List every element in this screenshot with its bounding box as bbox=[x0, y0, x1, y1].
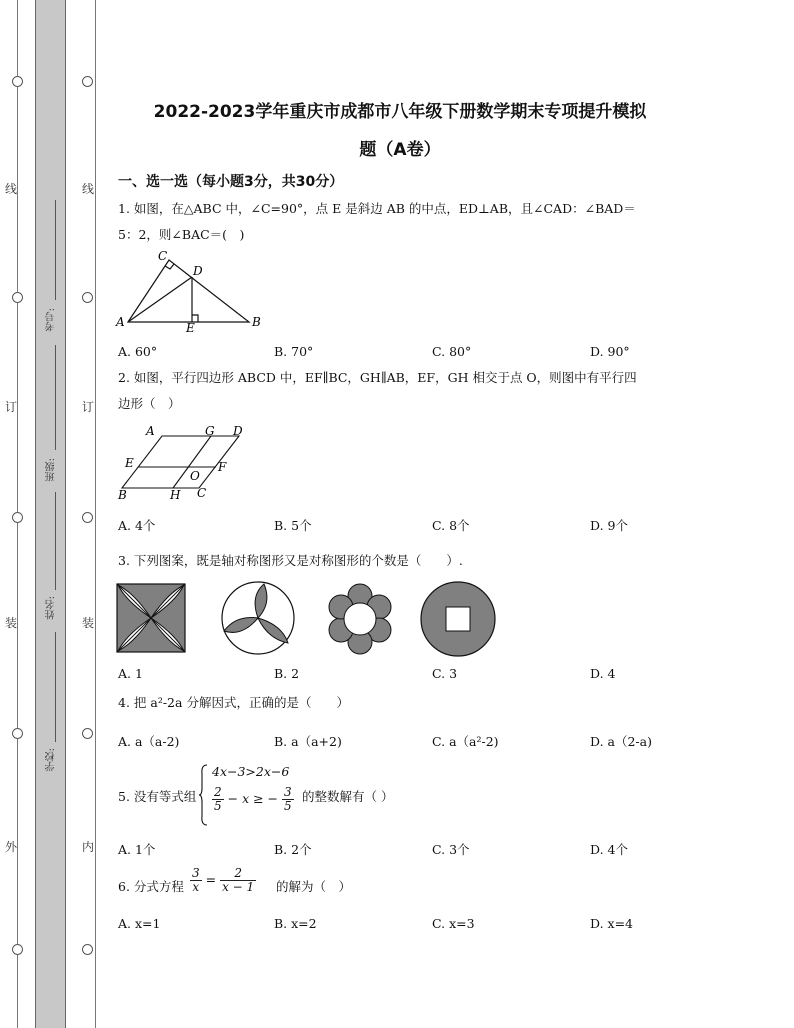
q5-option-c: C. 3个 bbox=[432, 842, 470, 857]
q4-option-d: D. a（2-a) bbox=[590, 734, 652, 749]
fig-label: C bbox=[158, 249, 168, 263]
q3-option-b: B. 2 bbox=[274, 666, 300, 681]
field-line bbox=[55, 632, 56, 742]
pattern-flower bbox=[322, 581, 398, 657]
binding-hole bbox=[82, 292, 93, 303]
q1-option-b: B. 70° bbox=[274, 344, 314, 359]
cut-char: 装 bbox=[82, 616, 95, 630]
field-line bbox=[55, 492, 56, 590]
margin-inner-line bbox=[95, 0, 96, 1028]
field-school: 学校: bbox=[46, 748, 57, 772]
binding-hole bbox=[12, 76, 23, 87]
pattern-three-blade bbox=[220, 581, 298, 657]
binding-hole bbox=[12, 292, 23, 303]
question-1-line1: 1. 如图，在△ABC 中，∠C=90°，点 E 是斜边 AB 的中点，ED⊥AB，且∠CAD：∠BAD＝ bbox=[118, 201, 636, 216]
fig-label: H bbox=[170, 488, 181, 502]
pattern-coin bbox=[419, 580, 497, 658]
binding-hole bbox=[82, 76, 93, 87]
fig-label: B bbox=[252, 315, 261, 329]
field-line bbox=[55, 345, 56, 450]
cut-char: 线 bbox=[5, 182, 18, 196]
q6-option-d: D. x=4 bbox=[590, 916, 633, 931]
fig-label: E bbox=[186, 321, 195, 334]
field-class: 班级: bbox=[46, 458, 57, 482]
q5-ineq2: $\frac{2}{5}$ − x ≥ − $\frac{3}{5}$ bbox=[214, 785, 292, 813]
cut-char: 订 bbox=[5, 400, 18, 414]
field-exam-number: 考号: bbox=[46, 308, 57, 332]
pattern-four-petal bbox=[116, 583, 188, 655]
binding-hole bbox=[82, 512, 93, 523]
q4-option-c: C. a（a²-2) bbox=[432, 734, 499, 749]
q6-option-b: B. x=2 bbox=[274, 916, 317, 931]
binding-hole bbox=[82, 944, 93, 955]
q1-option-a: A. 60° bbox=[118, 344, 158, 359]
q4-option-b: B. a（a+2) bbox=[274, 734, 342, 749]
fig-label: D bbox=[193, 264, 203, 278]
q6-equation: $\frac{3}{x}$ = $\frac{2}{x - 1}$ bbox=[192, 866, 255, 894]
q3-option-d: D. 4 bbox=[590, 666, 616, 681]
binding-hole bbox=[12, 512, 23, 523]
fig-label: G bbox=[205, 424, 215, 438]
cut-char: 外 bbox=[5, 840, 18, 854]
fig-label: A bbox=[146, 424, 155, 438]
q2-option-a: A. 4个 bbox=[118, 518, 156, 533]
question-2-line2: 边形（ ） bbox=[118, 396, 181, 411]
q1-option-d: D. 90° bbox=[590, 344, 630, 359]
q6-option-c: C. x=3 bbox=[432, 916, 475, 931]
fig-label: A bbox=[116, 315, 125, 329]
q5-suffix: 的整数解有（ ） bbox=[302, 789, 394, 804]
fig-label: B bbox=[118, 488, 127, 502]
q6-option-a: A. x=1 bbox=[118, 916, 161, 931]
field-line bbox=[55, 200, 56, 300]
cut-char: 订 bbox=[82, 400, 95, 414]
q5-option-b: B. 2个 bbox=[274, 842, 312, 857]
question-1-figure bbox=[114, 248, 274, 334]
question-1-line2: 5：2，则∠BAC＝( ) bbox=[118, 227, 245, 242]
question-3: 3. 下列图案，既是轴对称图形又是对称图形的个数是（ ）. bbox=[118, 553, 463, 568]
q6-suffix: 的解为（ ） bbox=[276, 879, 352, 894]
fig-label: E bbox=[125, 456, 134, 470]
q5-ineq1: 4x−3>2x−6 bbox=[212, 764, 290, 779]
cut-char: 装 bbox=[5, 616, 18, 630]
q3-option-a: A. 1 bbox=[118, 666, 143, 681]
binding-hole bbox=[82, 728, 93, 739]
cut-char: 线 bbox=[82, 182, 95, 196]
question-4: 4. 把 a²-2a 分解因式，正确的是（ ） bbox=[118, 695, 349, 710]
question-2-line1: 2. 如图，平行四边形 ABCD 中，EF∥BC，GH∥AB，EF，GH 相交于点 O，则图中有平行四 bbox=[118, 370, 637, 385]
question-2-figure bbox=[114, 423, 254, 503]
page-title-line2: 题（A卷） bbox=[359, 140, 441, 160]
brace-icon bbox=[198, 764, 208, 826]
cut-char: 内 bbox=[82, 840, 95, 854]
question-6 bbox=[118, 865, 518, 905]
section-heading: 一、选一选（每小题3分，共30分） bbox=[118, 174, 344, 190]
binding-hole bbox=[12, 944, 23, 955]
q2-option-b: B. 5个 bbox=[274, 518, 312, 533]
q2-option-c: C. 8个 bbox=[432, 518, 470, 533]
q1-option-c: C. 80° bbox=[432, 344, 472, 359]
binding-strip bbox=[35, 0, 66, 1028]
q5-prefix: 5. 没有等式组 bbox=[118, 789, 197, 804]
fig-label: F bbox=[218, 460, 227, 474]
page-title: 2022-2023学年重庆市成都市八年级下册数学期末专项提升模拟 bbox=[153, 102, 647, 122]
binding-hole bbox=[12, 728, 23, 739]
q5-option-a: A. 1个 bbox=[118, 842, 156, 857]
q2-option-d: D. 9个 bbox=[590, 518, 628, 533]
fig-label: D bbox=[233, 424, 243, 438]
q4-option-a: A. a（a-2) bbox=[118, 734, 180, 749]
q3-option-c: C. 3 bbox=[432, 666, 458, 681]
q6-prefix: 6. 分式方程 bbox=[118, 879, 184, 894]
field-name: 姓名: bbox=[46, 596, 57, 620]
fig-label: O bbox=[190, 469, 200, 483]
q5-option-d: D. 4个 bbox=[590, 842, 628, 857]
question-5 bbox=[118, 762, 518, 828]
fig-label: C bbox=[197, 486, 207, 500]
